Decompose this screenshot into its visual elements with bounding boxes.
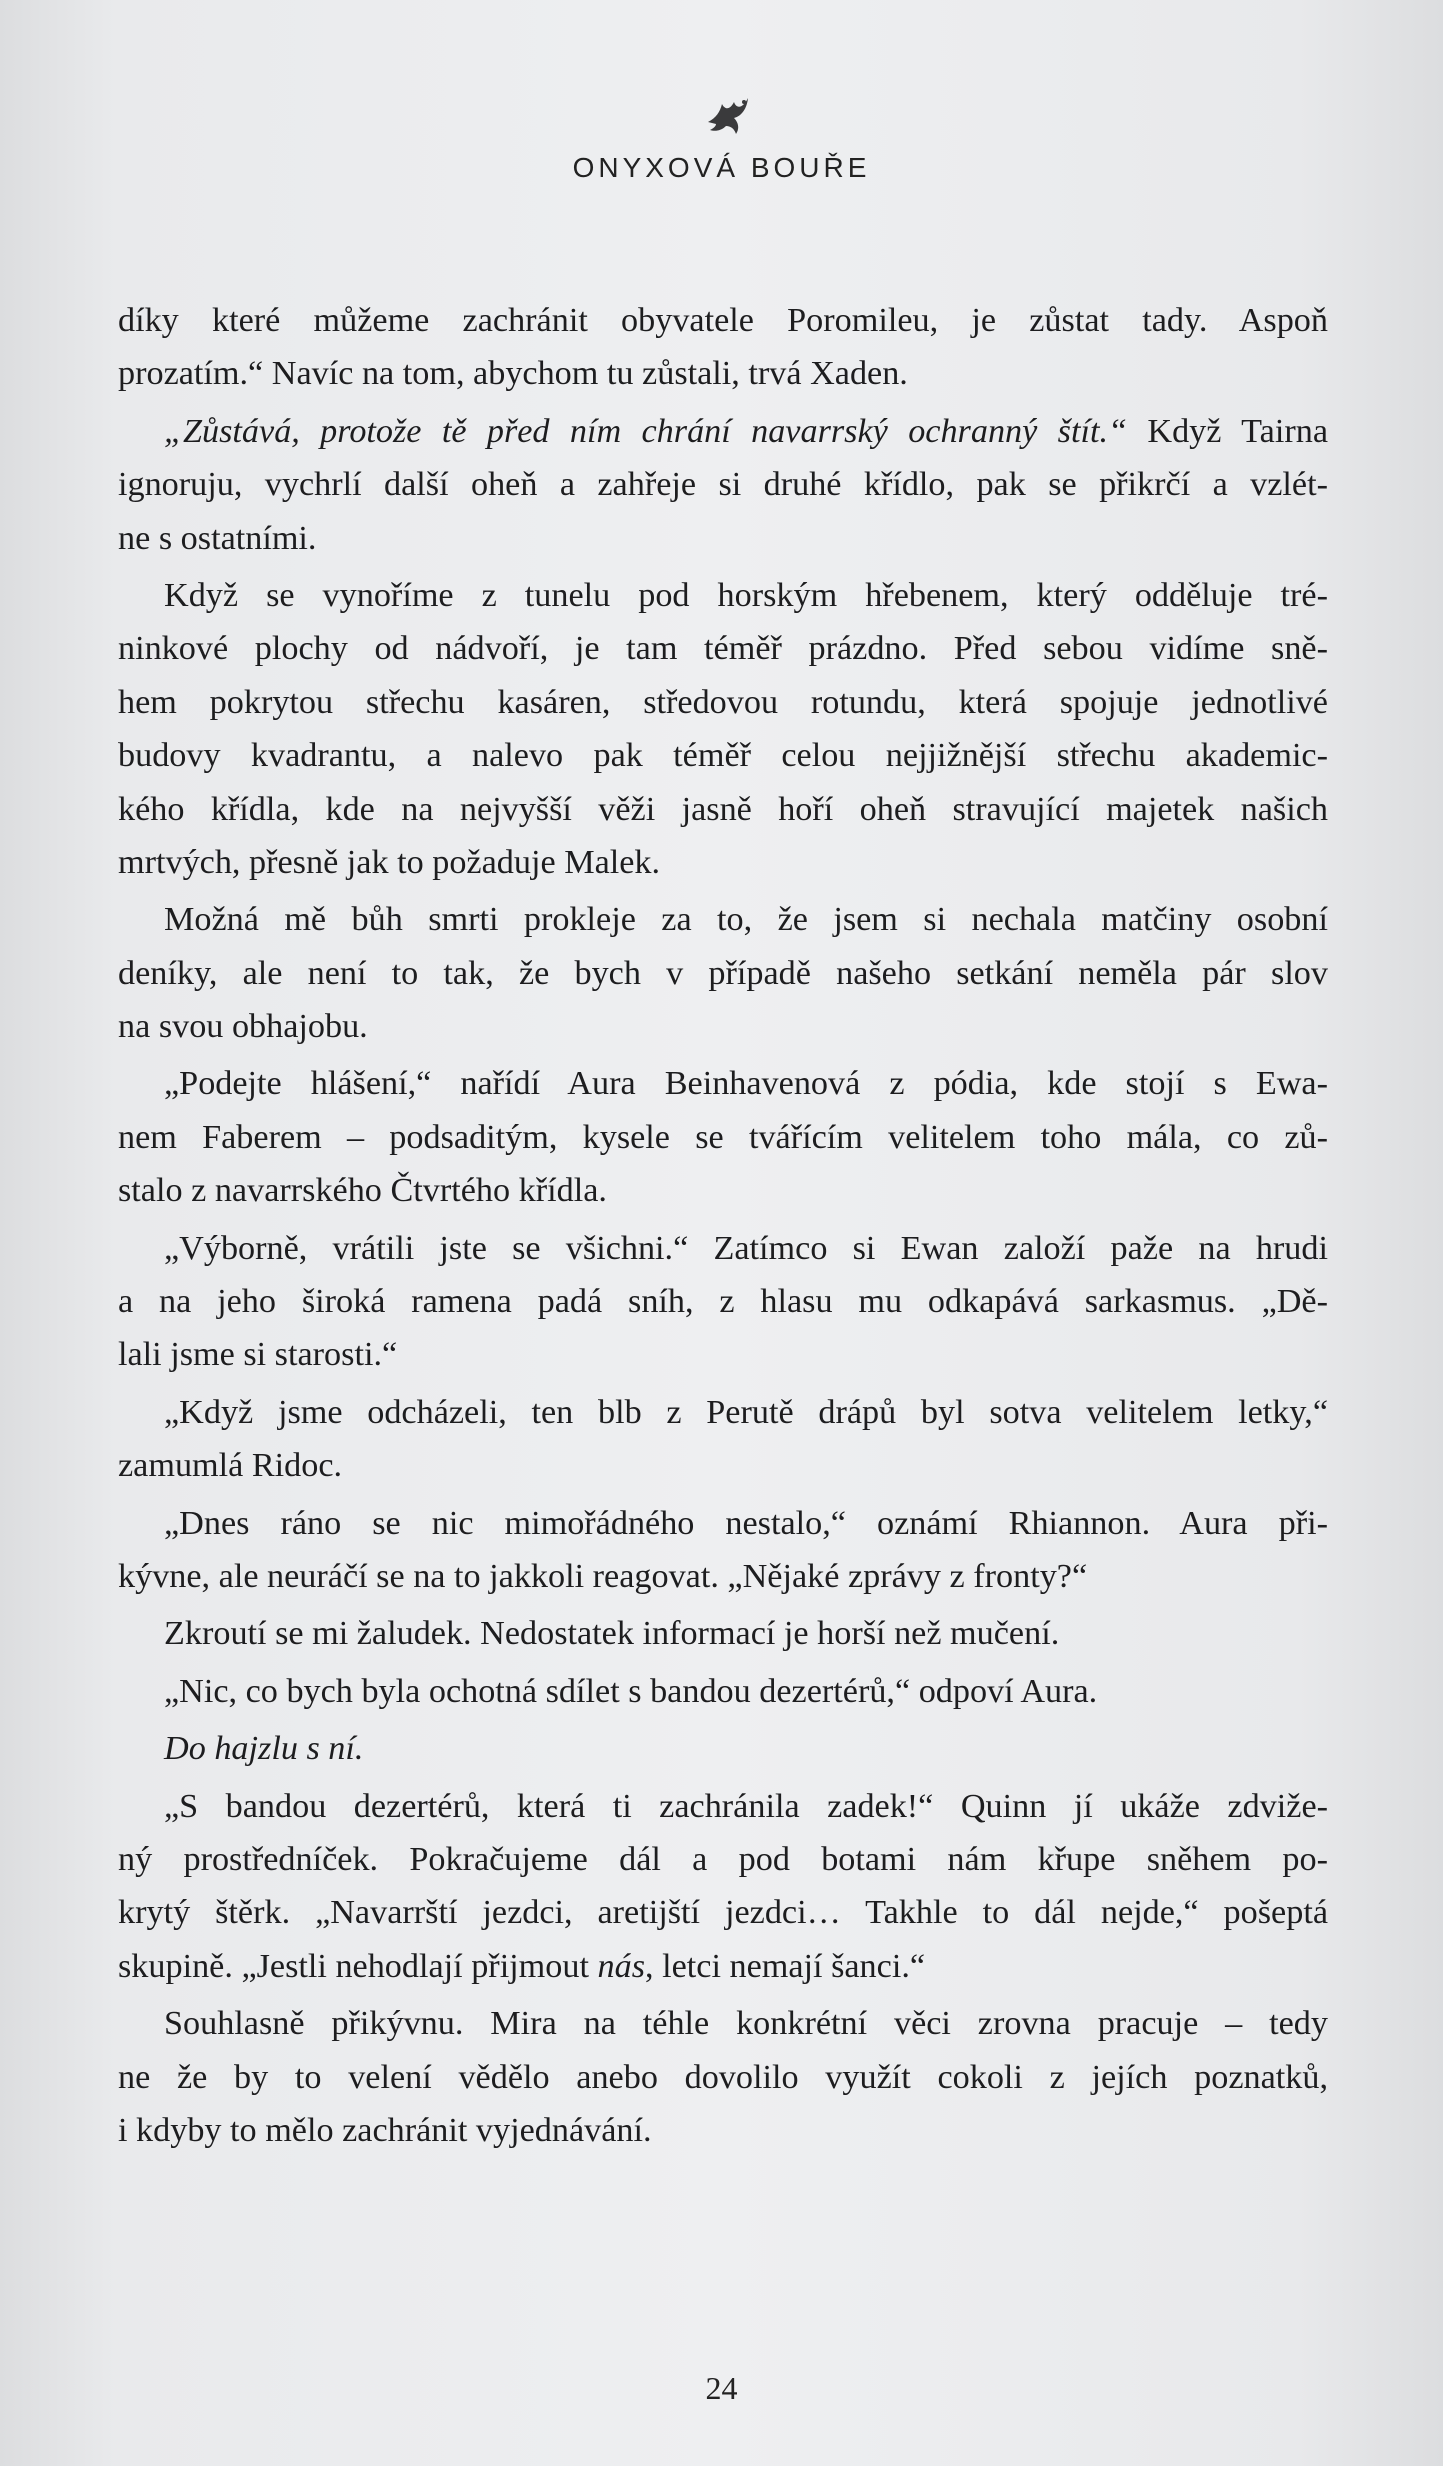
text-line: „Zůstává, protože tě před ním chrání navarrský ochranný štít.“ Když Tairna bbox=[164, 412, 1328, 450]
text-line: ignoruju, vychrlí další oheň a zahřeje si druhé křídlo, pak se přikrčí a vzlét- bbox=[118, 466, 1328, 504]
text-line: kého křídla, kde na nejvyšší věži jasně hoří oheň stravující majetek našich bbox=[118, 790, 1328, 828]
text-line: skupině. „Jestli nehodlají přijmout nás, letci nemají šanci.“ bbox=[118, 1947, 926, 1985]
text-line: „Výborně, vrátili jste se všichni.“ Zatímco si Ewan založí paže na hrudi bbox=[164, 1229, 1328, 1267]
running-head: ONYXOVÁ BOUŘE bbox=[572, 152, 871, 183]
text-line: prozatím.“ Navíc na tom, abychom tu zůstali, trvá Xaden. bbox=[118, 355, 908, 393]
text-line: lali jsme si starosti.“ bbox=[118, 1336, 398, 1374]
text-line: deníky, ale není to tak, že bych v případě našeho setkání neměla pár slov bbox=[118, 954, 1328, 992]
body-text bbox=[118, 294, 1328, 2157]
text-line: a na jeho široká ramena padá sníh, z hlasu mu odkapává sarkasmus. „Dě- bbox=[118, 1283, 1328, 1321]
text-line: krytý štěrk. „Navarrští jezdci, aretijští jezdci… Takhle to dál nejde,“ pošeptá bbox=[118, 1894, 1328, 1932]
text-line: Když se vynoříme z tunelu pod horským hřebenem, který odděluje tré- bbox=[164, 576, 1328, 614]
text-line: Zkroutí se mi žaludek. Nedostatek informací je horší než mučení. bbox=[164, 1615, 1060, 1653]
text-line: stalo z navarrského Čtvrtého křídla. bbox=[118, 1172, 607, 1210]
dragon-emblem-icon bbox=[700, 88, 758, 140]
text-line: „Podejte hlášení,“ nařídí Aura Beinhavenová z pódia, kde stojí s Ewa- bbox=[164, 1065, 1328, 1103]
text-line: ný prostředníček. Pokračujeme dál a pod botami nám křupe sněhem po- bbox=[118, 1840, 1328, 1878]
text-line: ne s ostatními. bbox=[118, 519, 317, 557]
text-line: hem pokrytou střechu kasáren, středovou rotundu, která spojuje jednotlivé bbox=[118, 683, 1328, 721]
text-line: „Když jsme odcházeli, ten blb z Perutě drápů byl sotva velitelem letky,“ bbox=[164, 1393, 1328, 1431]
text-line: kývne, ale neuráčí se na to jakkoli reagovat. „Nějaké zprávy z fronty?“ bbox=[118, 1557, 1088, 1595]
page-number: 24 bbox=[705, 2370, 738, 2406]
text-line: Souhlasně přikývnu. Mira na téhle konkrétní věci zrovna pracuje – tedy bbox=[164, 2005, 1328, 2043]
text-line: budovy kvadrantu, a nalevo pak téměř celou nejjižnější střechu akademic- bbox=[118, 737, 1328, 775]
text-line: díky které můžeme zachránit obyvatele Poromileu, je zůstat tady. Aspoň bbox=[118, 302, 1328, 339]
text-line: Do hajzlu s ní. bbox=[164, 1730, 364, 1768]
text-line: mrtvých, přesně jak to požaduje Malek. bbox=[118, 843, 661, 881]
text-line: ne že by to velení vědělo anebo dovolilo využít cokoli z jejích poznatků, bbox=[118, 2058, 1328, 2096]
text-line: na svou obhajobu. bbox=[118, 1008, 368, 1046]
text-line: ninkové plochy od nádvoří, je tam téměř prázdno. Před sebou vidíme sně- bbox=[118, 630, 1328, 668]
text-line: „S bandou dezertérů, která ti zachránila zadek!“ Quinn jí ukáže zdviže- bbox=[164, 1787, 1328, 1825]
text-line: „Nic, co bych byla ochotná sdílet s bandou dezertérů,“ odpoví Aura. bbox=[164, 1672, 1098, 1710]
text-line: i kdyby to mělo zachránit vyjednávání. bbox=[118, 2111, 652, 2149]
text-line: „Dnes ráno se nic mimořádného nestalo,“ oznámí Rhiannon. Aura při- bbox=[164, 1504, 1328, 1542]
text-line: nem Faberem – podsaditým, kysele se tvářícím velitelem toho mála, co zů- bbox=[118, 1118, 1328, 1156]
text-line: Možná mě bůh smrti prokleje za to, že jsem si nechala matčiny osobní bbox=[164, 901, 1328, 939]
text-line: zamumlá Ridoc. bbox=[118, 1447, 343, 1485]
